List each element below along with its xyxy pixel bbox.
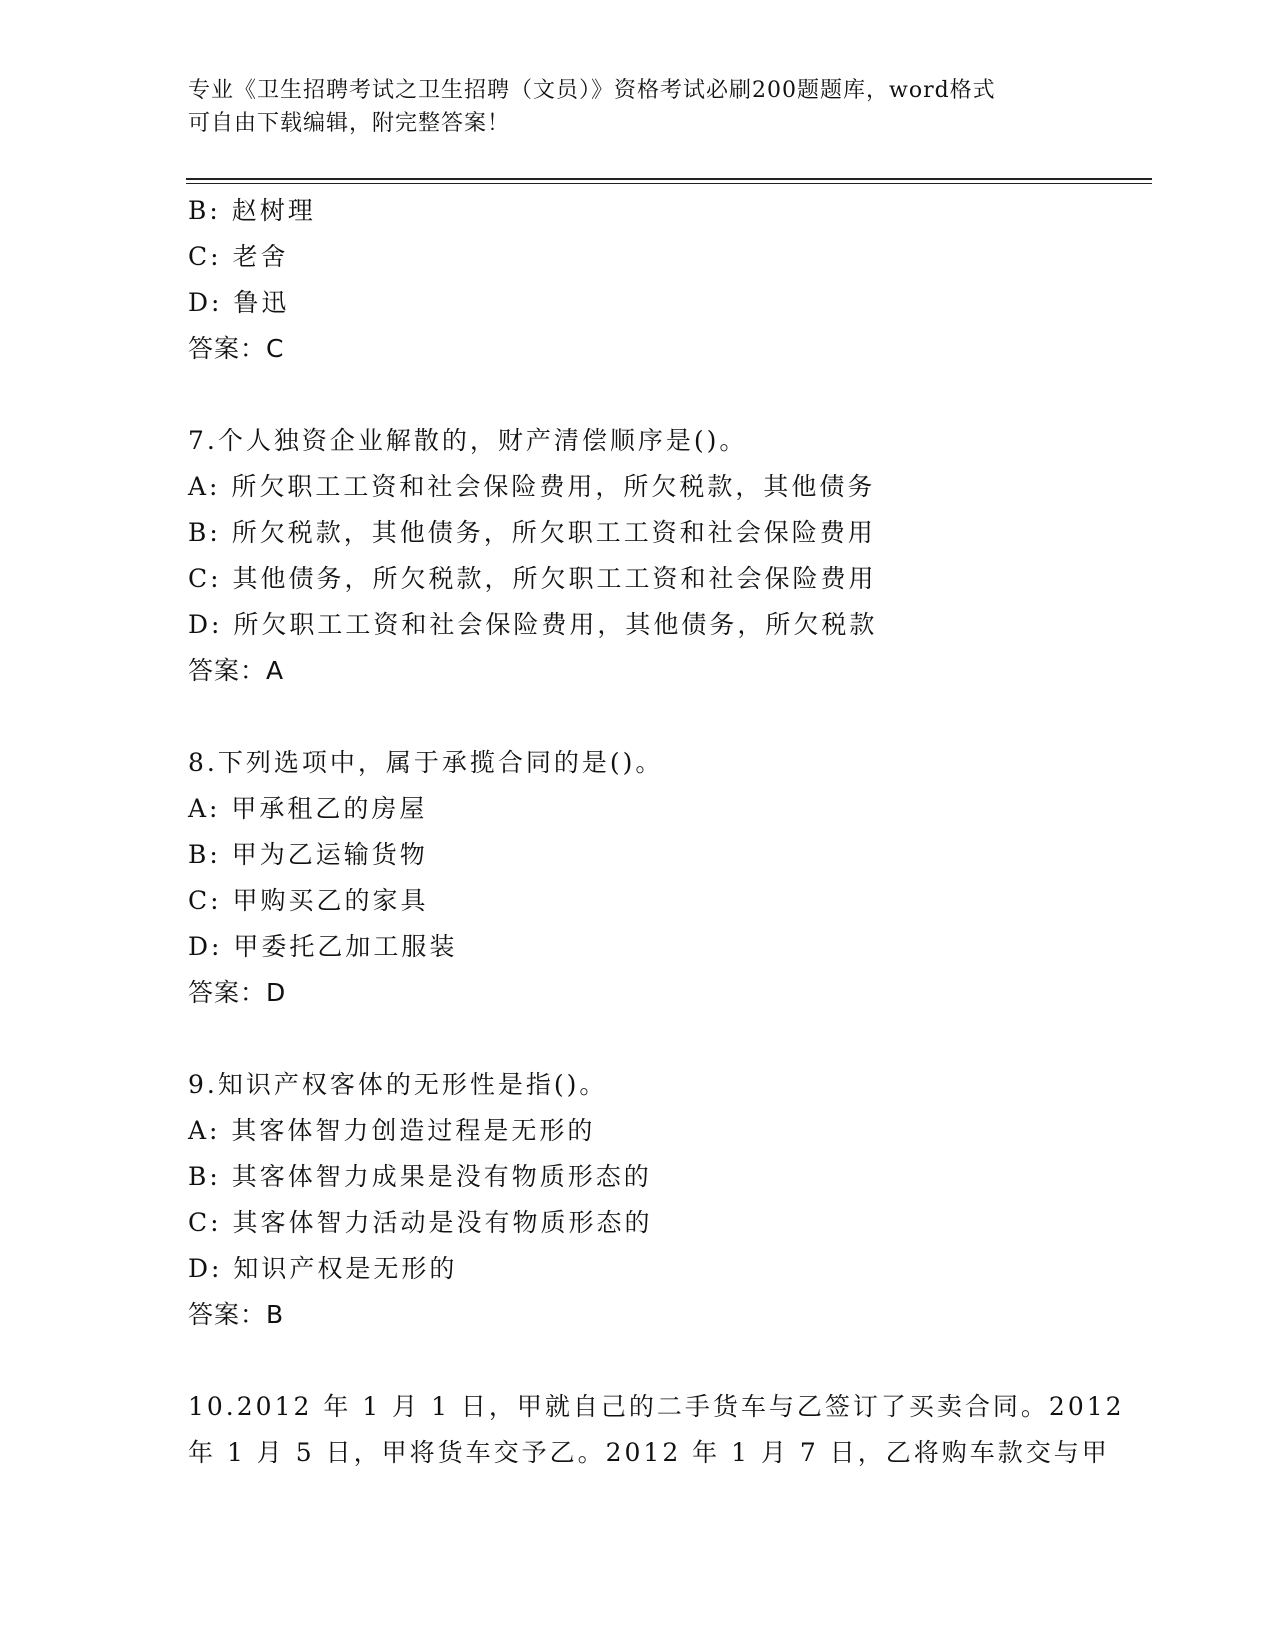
answer-line: 答案：A <box>188 656 285 685</box>
option-b: B: 所欠税款，其他债务，所欠职工工资和社会保险费用 <box>188 518 876 547</box>
question-block-9 <box>188 1062 1148 1338</box>
document-header <box>188 74 1068 140</box>
answer-line: 答案：D <box>188 978 287 1007</box>
question-list <box>188 188 1148 1476</box>
option-b: B: 甲为乙运输货物 <box>188 840 428 869</box>
answer-line: 答案：C <box>188 334 285 363</box>
header-title-line-1: 专业《卫生招聘考试之卫生招聘（文员）》资格考试必刷200题题库，word格式 <box>188 78 996 103</box>
option-a: A: 所欠职工工资和社会保险费用，所欠税款，其他债务 <box>188 472 876 501</box>
question-block-6 <box>188 188 1148 372</box>
option-d: D: 甲委托乙加工服装 <box>188 932 458 961</box>
option-c: C: 甲购买乙的家具 <box>188 886 429 915</box>
question-stem: 7.个人独资企业解散的，财产清偿顺序是()。 <box>188 426 748 455</box>
option-c: C: 老舍 <box>188 242 289 271</box>
header-divider-thick <box>186 178 1152 180</box>
header-divider-thin <box>186 183 1152 184</box>
question-block-8 <box>188 740 1148 1016</box>
answer-line: 答案：B <box>188 1300 285 1329</box>
option-a: A: 其客体智力创造过程是无形的 <box>188 1116 596 1145</box>
question-stem-line-2: 年 1 月 5 日，甲将货车交予乙。2012 年 1 月 7 日，乙将购车款交与甲 <box>188 1438 1110 1467</box>
option-d: D: 鲁迅 <box>188 288 290 317</box>
option-d: D: 所欠职工工资和社会保险费用，其他债务，所欠税款 <box>188 610 878 639</box>
question-block-7 <box>188 418 1148 694</box>
question-stem: 8.下列选项中，属于承揽合同的是()。 <box>188 748 664 777</box>
option-b: B: 赵树理 <box>188 196 316 225</box>
option-b: B: 其客体智力成果是没有物质形态的 <box>188 1162 652 1191</box>
question-stem-line-1: 10.2012 年 1 月 1 日，甲就自己的二手货车与乙签订了买卖合同。2012 <box>188 1392 1125 1421</box>
header-title-line-2: 可自由下载编辑，附完整答案！ <box>188 111 511 136</box>
question-stem: 9.知识产权客体的无形性是指()。 <box>188 1070 608 1099</box>
option-a: A: 甲承租乙的房屋 <box>188 794 428 823</box>
option-d: D: 知识产权是无形的 <box>188 1254 458 1283</box>
question-block-10 <box>188 1384 1148 1476</box>
option-c: C: 其他债务，所欠税款，所欠职工工资和社会保险费用 <box>188 564 877 593</box>
option-c: C: 其客体智力活动是没有物质形态的 <box>188 1208 653 1237</box>
